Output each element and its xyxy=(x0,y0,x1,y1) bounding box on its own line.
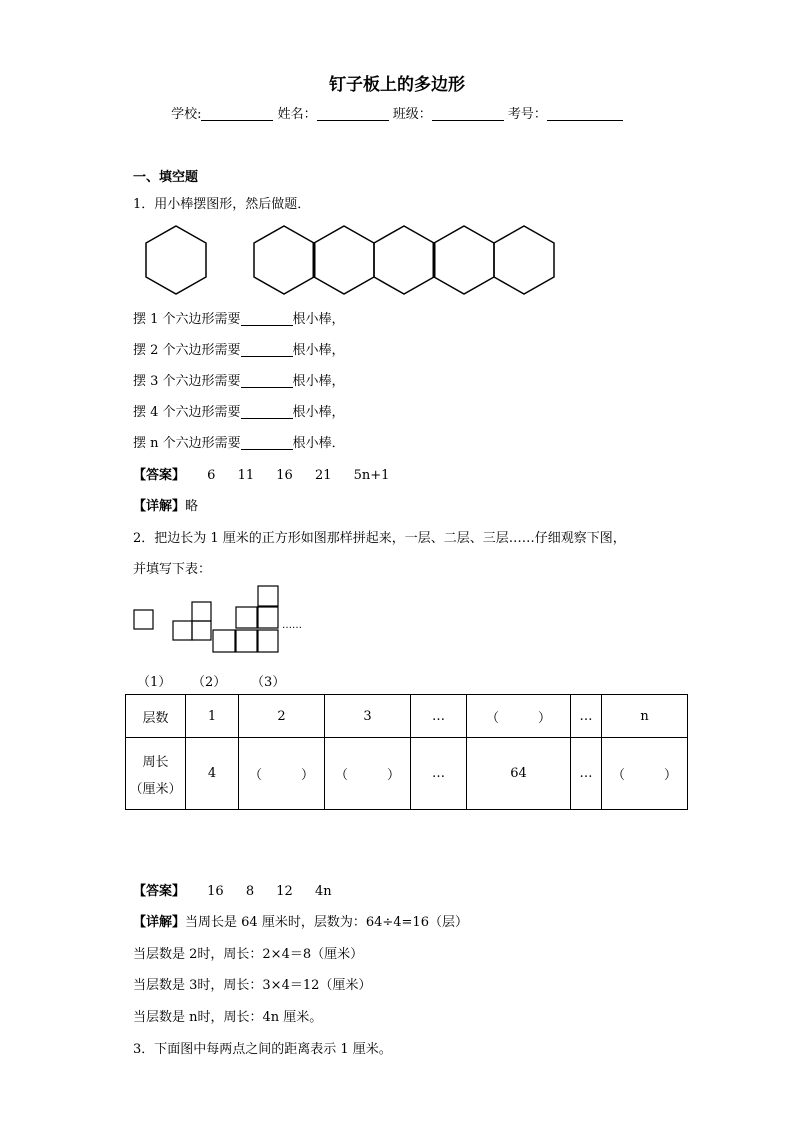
exam-no-label: 考号： xyxy=(507,107,547,122)
class-label: 班级： xyxy=(392,107,432,122)
answer-label: 【答案】 xyxy=(133,468,186,483)
chain-hexagon-1 xyxy=(254,226,314,294)
chain-hexagon-4 xyxy=(434,226,494,294)
q2-prompt-line-1: 2．把边长为 1 厘米的正方形如图那样拼起来，一层、二层、三层……仔细观察下图， xyxy=(133,531,626,546)
q2-detail-1: 【详解】当周长是 64 厘米时，层数为：64÷4=16（层） xyxy=(133,915,468,930)
figure-ellipsis: …… xyxy=(282,620,302,631)
class-blank xyxy=(432,106,504,121)
table-row: 周长 （厘米） 4 （ ） （ ） … 64 … （ ） xyxy=(126,738,688,810)
answer-blank xyxy=(241,435,293,450)
table-row: 层数 1 2 3 … （ ） … n xyxy=(126,695,688,738)
single-hexagon xyxy=(146,226,206,294)
figure-label-1: （1） xyxy=(137,675,172,690)
figure-1-square xyxy=(134,610,153,629)
q2-detail-4: 当层数是 n时，周长：4n 厘米。 xyxy=(133,1010,323,1025)
figure-label-3: （3） xyxy=(251,675,286,690)
perimeter-table xyxy=(125,694,688,810)
school-label: 学校: xyxy=(171,107,202,122)
q2-detail-3: 当层数是 3时，周长：3×4＝12（厘米） xyxy=(133,978,372,993)
answer-blank xyxy=(241,404,293,419)
hexagon-figure xyxy=(140,222,560,298)
answer-blank xyxy=(241,311,293,326)
answer-blank xyxy=(241,373,293,388)
q3-prompt: 3．下面图中每两点之间的距离表示 1 厘米。 xyxy=(133,1042,392,1057)
chain-hexagon-3 xyxy=(374,226,434,294)
chain-hexagon-5 xyxy=(494,226,554,294)
figure-label-2: （2） xyxy=(192,675,227,690)
section-heading: 一、填空题 xyxy=(133,170,199,185)
answer-label: 【答案】 xyxy=(133,884,186,899)
q1-line-5: 摆 n 个六边形需要 根小棒． xyxy=(133,436,345,451)
q1-line-1: 摆 1 个六边形需要 根小棒， xyxy=(133,312,345,327)
detail-label: 【详解】 xyxy=(133,499,186,514)
q1-prompt: 1．用小棒摆图形，然后做题． xyxy=(133,197,311,212)
q1-detail: 【详解】略 xyxy=(133,499,199,514)
q2-prompt-line-2: 并填写下表： xyxy=(133,562,212,577)
q2-detail-2: 当层数是 2时，周长：2×4＝8（厘米） xyxy=(133,947,364,962)
chain-hexagon-2 xyxy=(314,226,374,294)
q1-answer: 【答案】 6 11 16 21 5n+1 xyxy=(133,464,407,483)
student-info-line xyxy=(0,103,794,122)
staircase-squares-figure xyxy=(130,584,320,656)
page-title: 钉子板上的多边形 xyxy=(329,75,465,95)
school-blank xyxy=(201,106,273,121)
q2-answer: 【答案】 16 8 12 4n xyxy=(133,880,350,899)
answer-blank xyxy=(241,342,293,357)
name-label: 姓名： xyxy=(277,107,317,122)
q1-line-4: 摆 4 个六边形需要 根小棒， xyxy=(133,405,345,420)
q1-line-3: 摆 3 个六边形需要 根小棒， xyxy=(133,374,345,389)
detail-label: 【详解】 xyxy=(133,915,186,930)
name-blank xyxy=(317,106,389,121)
q1-line-2: 摆 2 个六边形需要 根小棒， xyxy=(133,343,345,358)
exam-no-blank xyxy=(547,106,623,121)
